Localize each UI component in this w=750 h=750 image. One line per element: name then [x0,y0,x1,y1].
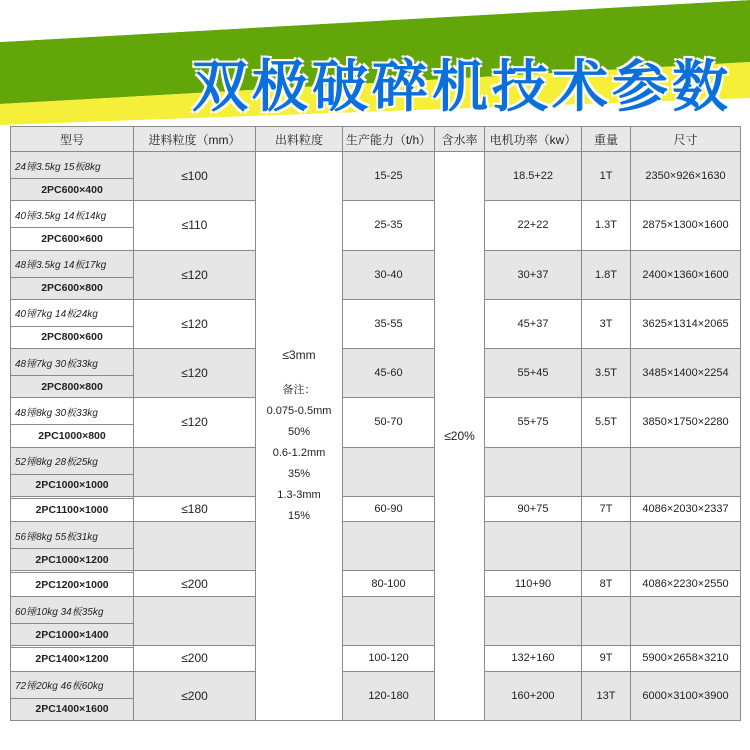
title-banner [0,0,750,125]
hammer-spec: 40锤7kg 14板24kg [11,299,134,326]
note-line: 35% [287,468,311,480]
power-cell: 18.5+22 [485,152,582,201]
weight-cell: 5.5T [582,398,631,447]
weight-cell [582,596,631,645]
weight-cell: 3T [582,299,631,348]
table-row [11,522,741,549]
hammer-spec: 48锤7kg 30板33kg [11,349,134,376]
power-cell: 90+75 [485,496,582,521]
capacity-cell: 45-60 [343,349,435,398]
feed-size-cell: ≤200 [134,646,256,671]
power-cell [485,522,582,571]
feed-size-cell: ≤180 [134,496,256,521]
capacity-cell: 80-100 [343,571,435,596]
dimensions-cell: 3485×1400×2254 [631,349,741,398]
feed-size-cell [134,522,256,571]
dimensions-cell: 3625×1314×2065 [631,299,741,348]
model-name: 2PC800×600 [11,326,134,348]
feed-size-cell [134,447,256,496]
model-name: 2PC1200×1000 [11,573,134,597]
feed-size-cell: ≤200 [134,671,256,720]
power-cell: 160+200 [485,671,582,720]
power-cell: 55+45 [485,349,582,398]
header-output-size: 出料粒度 [256,127,343,152]
feed-size-cell: ≤110 [134,201,256,250]
table-row [11,671,741,698]
feed-size-cell [134,596,256,645]
table-row [11,299,741,326]
table-row [11,447,741,474]
model-name: 2PC600×400 [11,179,134,201]
header-row [11,127,741,152]
feed-size-cell: ≤120 [134,299,256,348]
output-size-value: ≤3mm [282,348,316,362]
table-row [11,250,741,277]
weight-cell [582,447,631,496]
dimensions-cell: 2400×1360×1600 [631,250,741,299]
header-capacity: 生产能力（t/h） [343,127,435,152]
table-row [11,152,741,179]
power-cell: 45+37 [485,299,582,348]
dimensions-cell: 5900×2658×3210 [631,646,741,671]
hammer-spec: 72锤20kg 46板60kg [11,671,134,698]
feed-size-cell: ≤100 [134,152,256,201]
hammer-spec: 40锤3.5kg 14板14kg [11,201,134,228]
feed-size-cell: ≤120 [134,349,256,398]
spec-table [10,126,741,721]
header-feed-size: 进料粒度（mm） [134,127,256,152]
dimensions-cell: 2350×926×1630 [631,152,741,201]
output-size-cell [256,152,343,721]
dimensions-cell: 4086×2030×2337 [631,496,741,521]
note-line: 15% [287,510,311,522]
note-label: 备注： [282,384,316,396]
hammer-spec: 24锤3.5kg 15板8kg [11,152,134,179]
table-row [11,398,741,425]
weight-cell [582,522,631,571]
power-cell [485,596,582,645]
note-line: 50% [287,426,311,438]
power-cell: 30+37 [485,250,582,299]
model-name: 2PC600×800 [11,277,134,299]
power-cell: 55+75 [485,398,582,447]
capacity-cell: 50-70 [343,398,435,447]
page-title: 双极破碎机技术参数 [192,55,732,120]
weight-cell: 8T [582,571,631,596]
hammer-spec: 60锤10kg 34板35kg [11,596,134,623]
table-row [11,596,741,623]
weight-cell: 3.5T [582,349,631,398]
header-motor-power: 电机功率（kw） [485,127,582,152]
capacity-cell [343,447,435,496]
model-name: 2PC1000×1200 [11,549,134,571]
model-name: 2PC1000×800 [11,425,134,447]
capacity-cell: 100-120 [343,646,435,671]
capacity-cell [343,596,435,645]
hammer-spec: 48锤8kg 30板33kg [11,398,134,425]
note-line: 1.3-3mm [277,489,321,501]
weight-cell: 7T [582,496,631,521]
header-weight: 重量 [582,127,631,152]
header-dimensions: 尺寸 [631,127,741,152]
spec-table-wrapper [10,126,740,721]
dimensions-cell [631,522,741,571]
dimensions-cell: 6000×3100×3900 [631,671,741,720]
model-name: 2PC1000×1400 [11,624,134,646]
weight-cell: 9T [582,646,631,671]
power-cell: 132+160 [485,646,582,671]
model-name: 2PC600×600 [11,228,134,250]
model-name: 2PC1100×1000 [11,498,134,522]
capacity-cell: 30-40 [343,250,435,299]
weight-cell: 1.8T [582,250,631,299]
capacity-cell: 25-35 [343,201,435,250]
hammer-spec: 56锤8kg 55板31kg [11,522,134,549]
model-name: 2PC1000×1000 [11,474,134,496]
dimensions-cell: 3850×1750×2280 [631,398,741,447]
feed-size-cell: ≤200 [134,571,256,596]
power-cell: 22+22 [485,201,582,250]
table-row [11,201,741,228]
note-line: 0.075-0.5mm [266,405,332,417]
dimensions-cell [631,596,741,645]
capacity-cell: 60-90 [343,496,435,521]
power-cell: 110+90 [485,571,582,596]
table-row [11,349,741,376]
note-line: 0.6-1.2mm [272,447,326,459]
dimensions-cell [631,447,741,496]
capacity-cell: 15-25 [343,152,435,201]
model-name: 2PC1400×1600 [11,698,134,720]
moisture-cell: ≤20% [435,152,485,721]
feed-size-cell: ≤120 [134,250,256,299]
power-cell [485,447,582,496]
dimensions-cell: 2875×1300×1600 [631,201,741,250]
feed-size-cell: ≤120 [134,398,256,447]
hammer-spec: 52锤8kg 28板25kg [11,447,134,474]
model-name: 2PC1400×1200 [11,647,134,671]
capacity-cell: 35-55 [343,299,435,348]
header-model: 型号 [11,127,134,152]
hammer-spec: 48锤3.5kg 14板17kg [11,250,134,277]
capacity-cell [343,522,435,571]
dimensions-cell: 4086×2230×2550 [631,571,741,596]
model-name: 2PC800×800 [11,376,134,398]
weight-cell: 1T [582,152,631,201]
capacity-cell: 120-180 [343,671,435,720]
weight-cell: 13T [582,671,631,720]
weight-cell: 1.3T [582,201,631,250]
header-moisture: 含水率 [435,127,485,152]
